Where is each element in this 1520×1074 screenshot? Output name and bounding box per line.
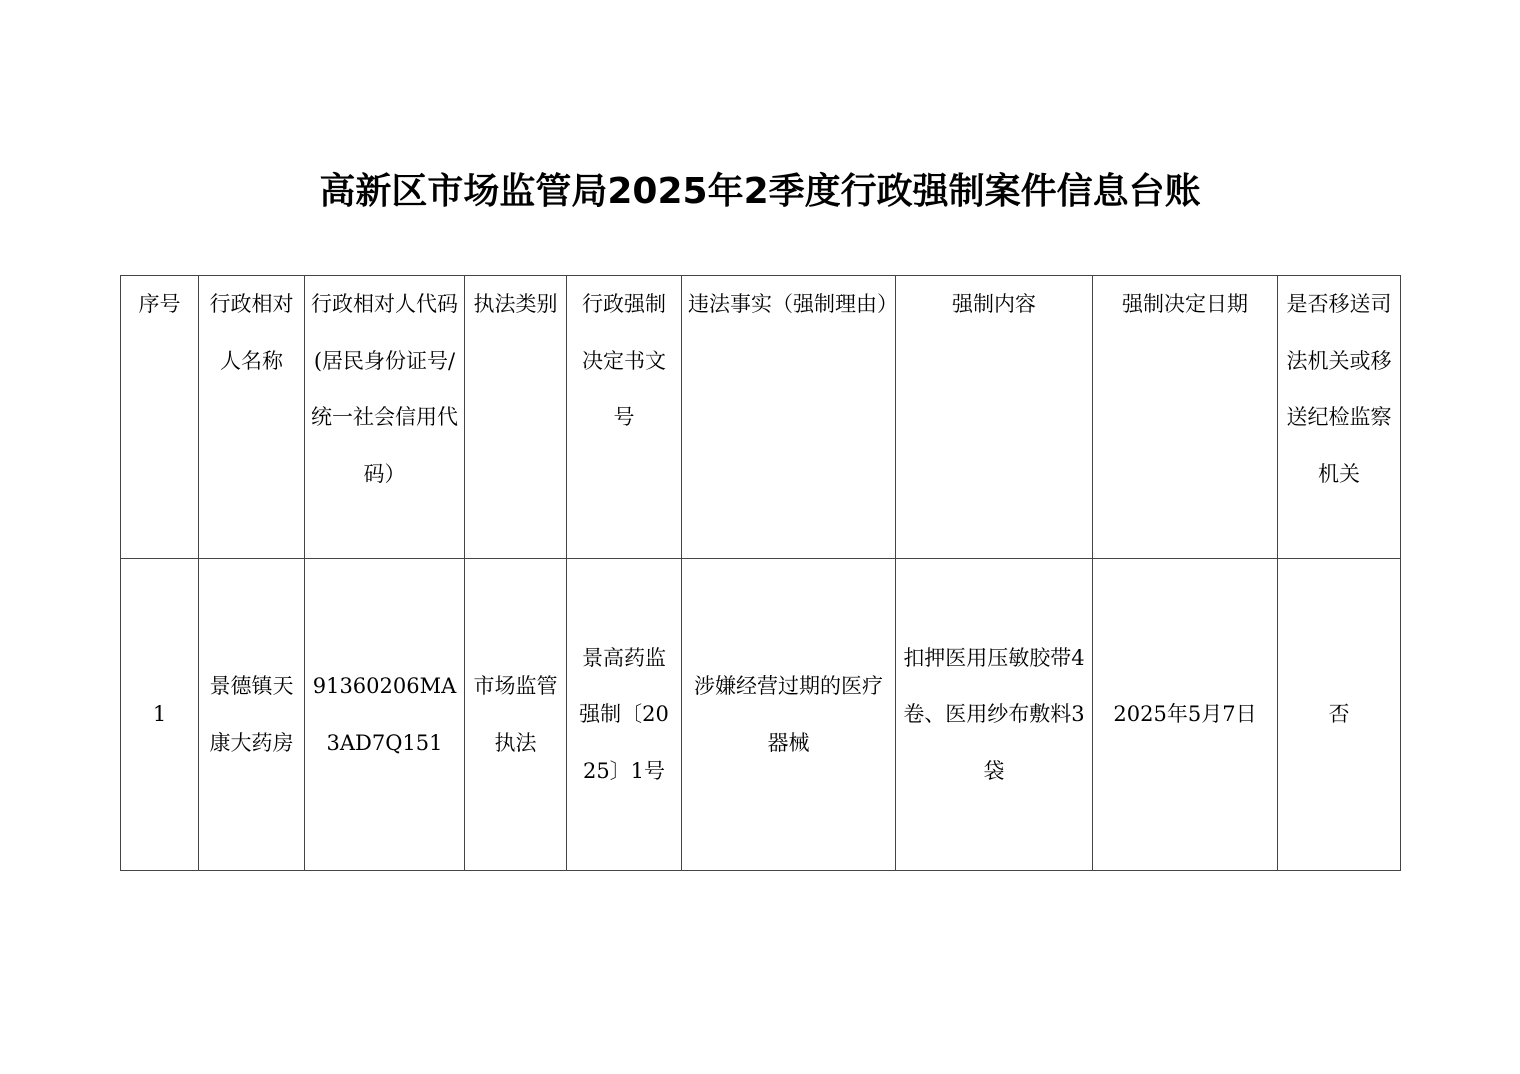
cell-decision-number: 景高药监强制〔2025〕1号 bbox=[567, 559, 682, 871]
case-ledger-table bbox=[120, 275, 1401, 871]
header-label: 行政相对人代码(居民身份证号/统一社会信用代码） bbox=[311, 292, 458, 486]
header-label: 行政强制决定书文号 bbox=[582, 292, 666, 429]
header-decision-date bbox=[1093, 276, 1278, 559]
cell-party-name: 景德镇天康大药房 bbox=[199, 559, 305, 871]
header-party-code bbox=[305, 276, 465, 559]
cell-seq: 1 bbox=[121, 559, 199, 871]
header-label: 强制决定日期 bbox=[1122, 292, 1248, 316]
header-decision-number bbox=[567, 276, 682, 559]
page-title: 高新区市场监管局2025年2季度行政强制案件信息台账 bbox=[319, 171, 1201, 212]
header-label: 是否移送司法机关或移送纪检监察机关 bbox=[1286, 292, 1392, 486]
cell-party-code: 91360206MA3AD7Q151 bbox=[305, 559, 465, 871]
table-row bbox=[121, 559, 1401, 871]
header-label: 行政相对人名称 bbox=[209, 292, 294, 373]
header-enforcement-category bbox=[465, 276, 567, 559]
cell-transferred: 否 bbox=[1278, 559, 1401, 871]
cell-decision-date: 2025年5月7日 bbox=[1093, 559, 1278, 871]
header-label: 违法事实（强制理由） bbox=[688, 292, 898, 316]
header-label: 序号 bbox=[138, 292, 181, 316]
header-party-name bbox=[199, 276, 305, 559]
header-enforcement-content bbox=[896, 276, 1093, 559]
header-seq bbox=[121, 276, 199, 559]
header-label: 强制内容 bbox=[952, 292, 1036, 316]
header-violation-facts bbox=[682, 276, 896, 559]
cell-enforcement-category: 市场监管执法 bbox=[465, 559, 567, 871]
header-transferred bbox=[1278, 276, 1401, 559]
header-label: 执法类别 bbox=[473, 292, 558, 316]
cell-violation-facts: 涉嫌经营过期的医疗器械 bbox=[682, 559, 896, 871]
cell-enforcement-content: 扣押医用压敏胶带4卷、医用纱布敷料3袋 bbox=[896, 559, 1093, 871]
table-header-row bbox=[121, 276, 1401, 559]
